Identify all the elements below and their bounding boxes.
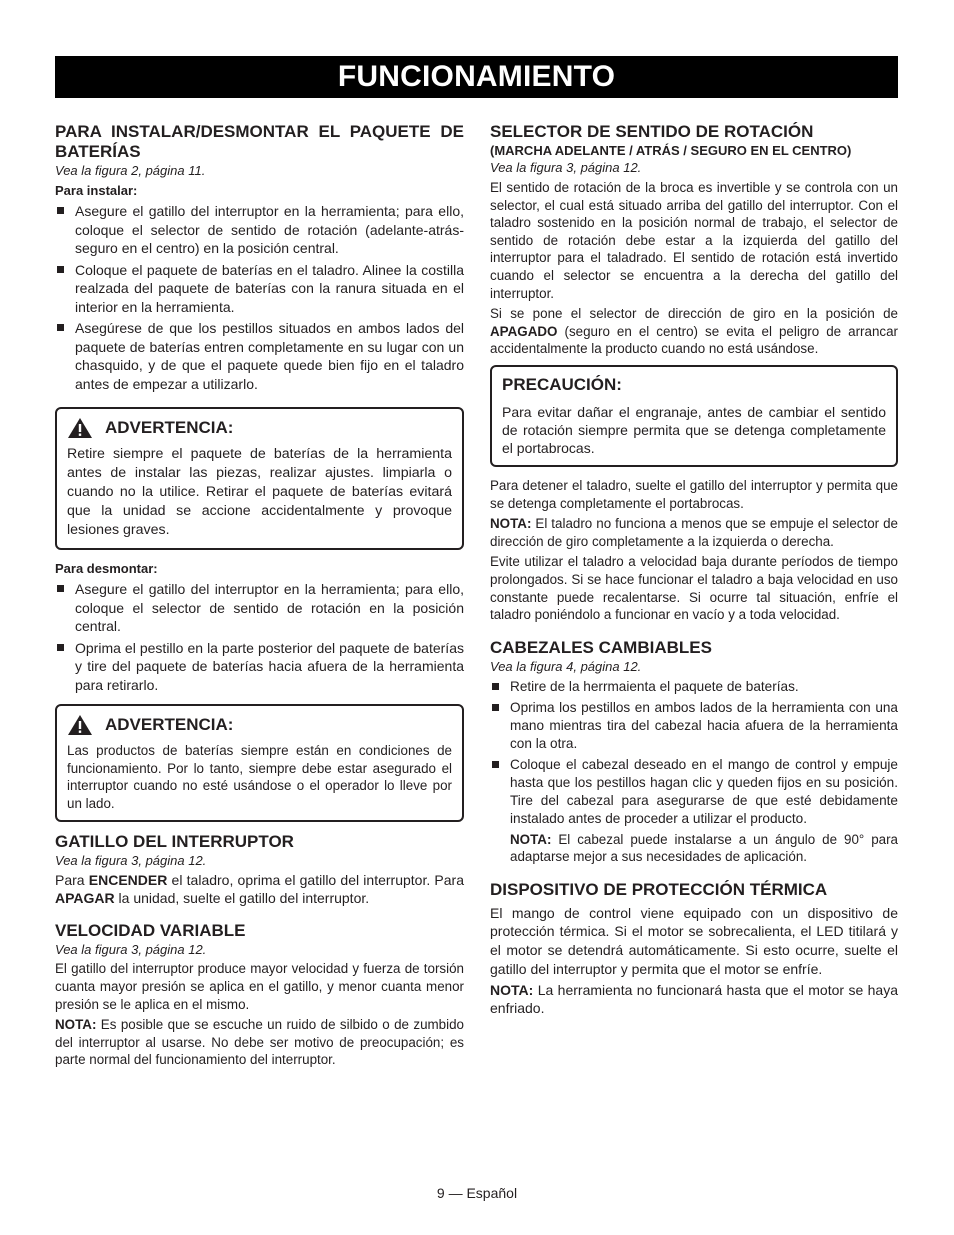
list-item: Oprima los pestillos en ambos lados de la herramienta con una mano mientras tira del cabezal hacia afuera de la herramienta con la otra. [490, 699, 898, 753]
thermal-heading: DISPOSITIVO DE PROTECCIÓN TÉRMICA [490, 879, 828, 899]
thermal-text: El mango de control viene equipado con un dispositivo de protección térmica. Si el motor se sobrecalienta, el LED titilará y el motor se detendrá automáticamente. Si esto ocurre, suelte el gatillo del interruptor y permita que el motor se enfríe. [490, 904, 898, 977]
speed-heading: VELOCIDAD VARIABLE [55, 921, 246, 941]
direction-subheading: (MARCHA ADELANTE / ATRÁS / SEGURO EN EL CENTRO) [490, 143, 852, 158]
right-column [490, 122, 898, 1017]
warning-box-1 [55, 407, 464, 550]
list-item: Oprima el pestillo en la parte posterior del paquete de baterías y tire del paquete de baterías hacia afuera de la herramienta para retirarlo. [55, 639, 464, 695]
caution-box [490, 365, 898, 467]
heads-note: NOTA: El cabezal puede instalarse a un ángulo de 90° para adaptarse mejor a sus necesidades de aplicación. [510, 831, 898, 865]
direction-ref: Vea la figura 3, página 12. [490, 160, 642, 175]
direction-note: NOTA: El taladro no funciona a menos que se empuje el selector de dirección de giro completamente a la izquierda o derecha. [490, 516, 898, 549]
heads-list [490, 678, 898, 828]
list-item: Asegure el gatillo del interruptor en la herramienta; para ello, coloque el selector de sentido de rotación (adelante-atrás-seguro en el centro) en la posición central. [55, 202, 464, 258]
title-bar [55, 56, 898, 98]
warning-text: Retire siempre el paquete de baterías de la herramienta antes de instalar las piezas, realizar ajustes. limpiarla o cuando no la utilice. Retirar el paquete de baterías evitará que la unidad se accione accidentalmente y provoque lesiones graves. [67, 446, 452, 538]
direction-para2: Si se pone el selector de dirección de giro en la posición de APAGADO (seguro en el centro) se evita el peligro de arrancar accidentalmente la producto cuando no está usándose. [490, 306, 898, 357]
heads-heading: CABEZALES CAMBIABLES [490, 637, 712, 657]
direction-para4: Evite utilizar el taladro a velocidad baja durante períodos de tiempo prolongados. Si se hace funcionar el taladro a baja velocidad en uso constante puede recalentarse. Si ocurre tal situación, enfríe el taladro poniéndolo a funcionar en vacío y a toda velocidad. [490, 554, 898, 623]
heads-ref: Vea la figura 4, página 12. [490, 658, 642, 674]
direction-para3: Para detener el taladro, suelte el gatillo del interruptor y permita que se detenga completamente el portabrocas. [490, 477, 898, 511]
caution-title: PRECAUCIÓN: [502, 374, 622, 394]
install-list [55, 202, 464, 393]
direction-heading: SELECTOR DE SENTIDO DE ROTACIÓN [490, 122, 814, 141]
trigger-text: Para ENCENDER el taladro, oprima el gatillo del interruptor. Para APAGAR la unidad, suelte el gatillo del interruptor. [55, 872, 464, 907]
list-item: Coloque el cabezal deseado en el mango de control y empuje hasta que los pestillos hagan clic y queden fijos en su posición. Tire del cabezal para asegurarse de que esté debidamente instalado antes de proceder a utilizar el producto. [490, 756, 898, 828]
speed-note: NOTA: Es posible que se escuche un ruido de silbido o de zumbido del interruptor al usarse. No debe ser motivo de preocupación; es parte normal del funcionamiento del interruptor. [55, 1017, 464, 1068]
install-heading: PARA INSTALAR/DESMONTAR EL PAQUETE DE BATERÍAS [55, 122, 464, 161]
remove-label: Para desmontar: [55, 561, 158, 576]
warning-box-2 [55, 704, 464, 822]
warning-title: ADVERTENCIA: [105, 715, 234, 734]
list-item: Coloque el paquete de baterías en el taladro. Alinee la costilla realzada del paquete de baterías con la ranura situada en el interior en la herramienta. [55, 261, 464, 317]
list-item: Asegúrese de que los pestillos situados en ambos lados del paquete de baterías entren completamente en su lugar con un chasquido, y de que el paquete quede bien fijo en el taladro antes de empezar a utilizarlo. [55, 319, 464, 393]
warning-icon [67, 714, 93, 736]
list-item: Asegure el gatillo del interruptor en la herramienta; para ello, coloque el selector de sentido de rotación en la posición central. [55, 580, 464, 636]
speed-text: El gatillo del interruptor produce mayor velocidad y fuerza de torsión cuanta mayor presión se aplica en el gatillo, y menor cuanta menor presión se le aplica en el mismo. [55, 961, 464, 1012]
remove-list [55, 580, 464, 694]
warning-text: Las productos de baterías siempre están en condiciones de funcionamiento. Por lo tanto, siempre debe estar asegurado el interruptor cuando no esté usándose o el operador lo lleve por un lado. [67, 743, 452, 811]
left-column [55, 122, 464, 1069]
speed-ref: Vea la figura 3, página 12. [55, 942, 207, 958]
thermal-note: NOTA: La herramienta no funcionará hasta que el motor se haya enfriado. [490, 982, 898, 1017]
caution-text: Para evitar dañar el engranaje, antes de cambiar el sentido de rotación siempre permita que se detenga completamente el portabrocas. [502, 403, 886, 456]
list-item: Retire de la herrmaienta el paquete de baterías. [490, 678, 898, 696]
page-title: FUNCIONAMIENTO [337, 60, 616, 93]
warning-title: ADVERTENCIA: [105, 418, 234, 437]
install-ref: Vea la figura 2, página 11. [55, 163, 206, 178]
direction-para1: El sentido de rotación de la broca es invertible y se controla con un selector, el cual está situado arriba del gatillo del interruptor. Con el taladro sostenido en la posición normal de trabajo, el selector de sentido de rotación debe estar a la izquierda del gatillo del interruptor para el taladrado. El sentido de rotación está invertido cuando el selector se encuentra a la derecha del gatillo del interruptor. [490, 180, 898, 301]
trigger-heading: GATILLO DEL INTERRUPTOR [55, 832, 294, 852]
install-label: Para instalar: [55, 183, 138, 198]
page-footer: 9 — Español [436, 1185, 518, 1201]
trigger-ref: Vea la figura 3, página 12. [55, 853, 207, 869]
warning-icon [67, 417, 93, 439]
